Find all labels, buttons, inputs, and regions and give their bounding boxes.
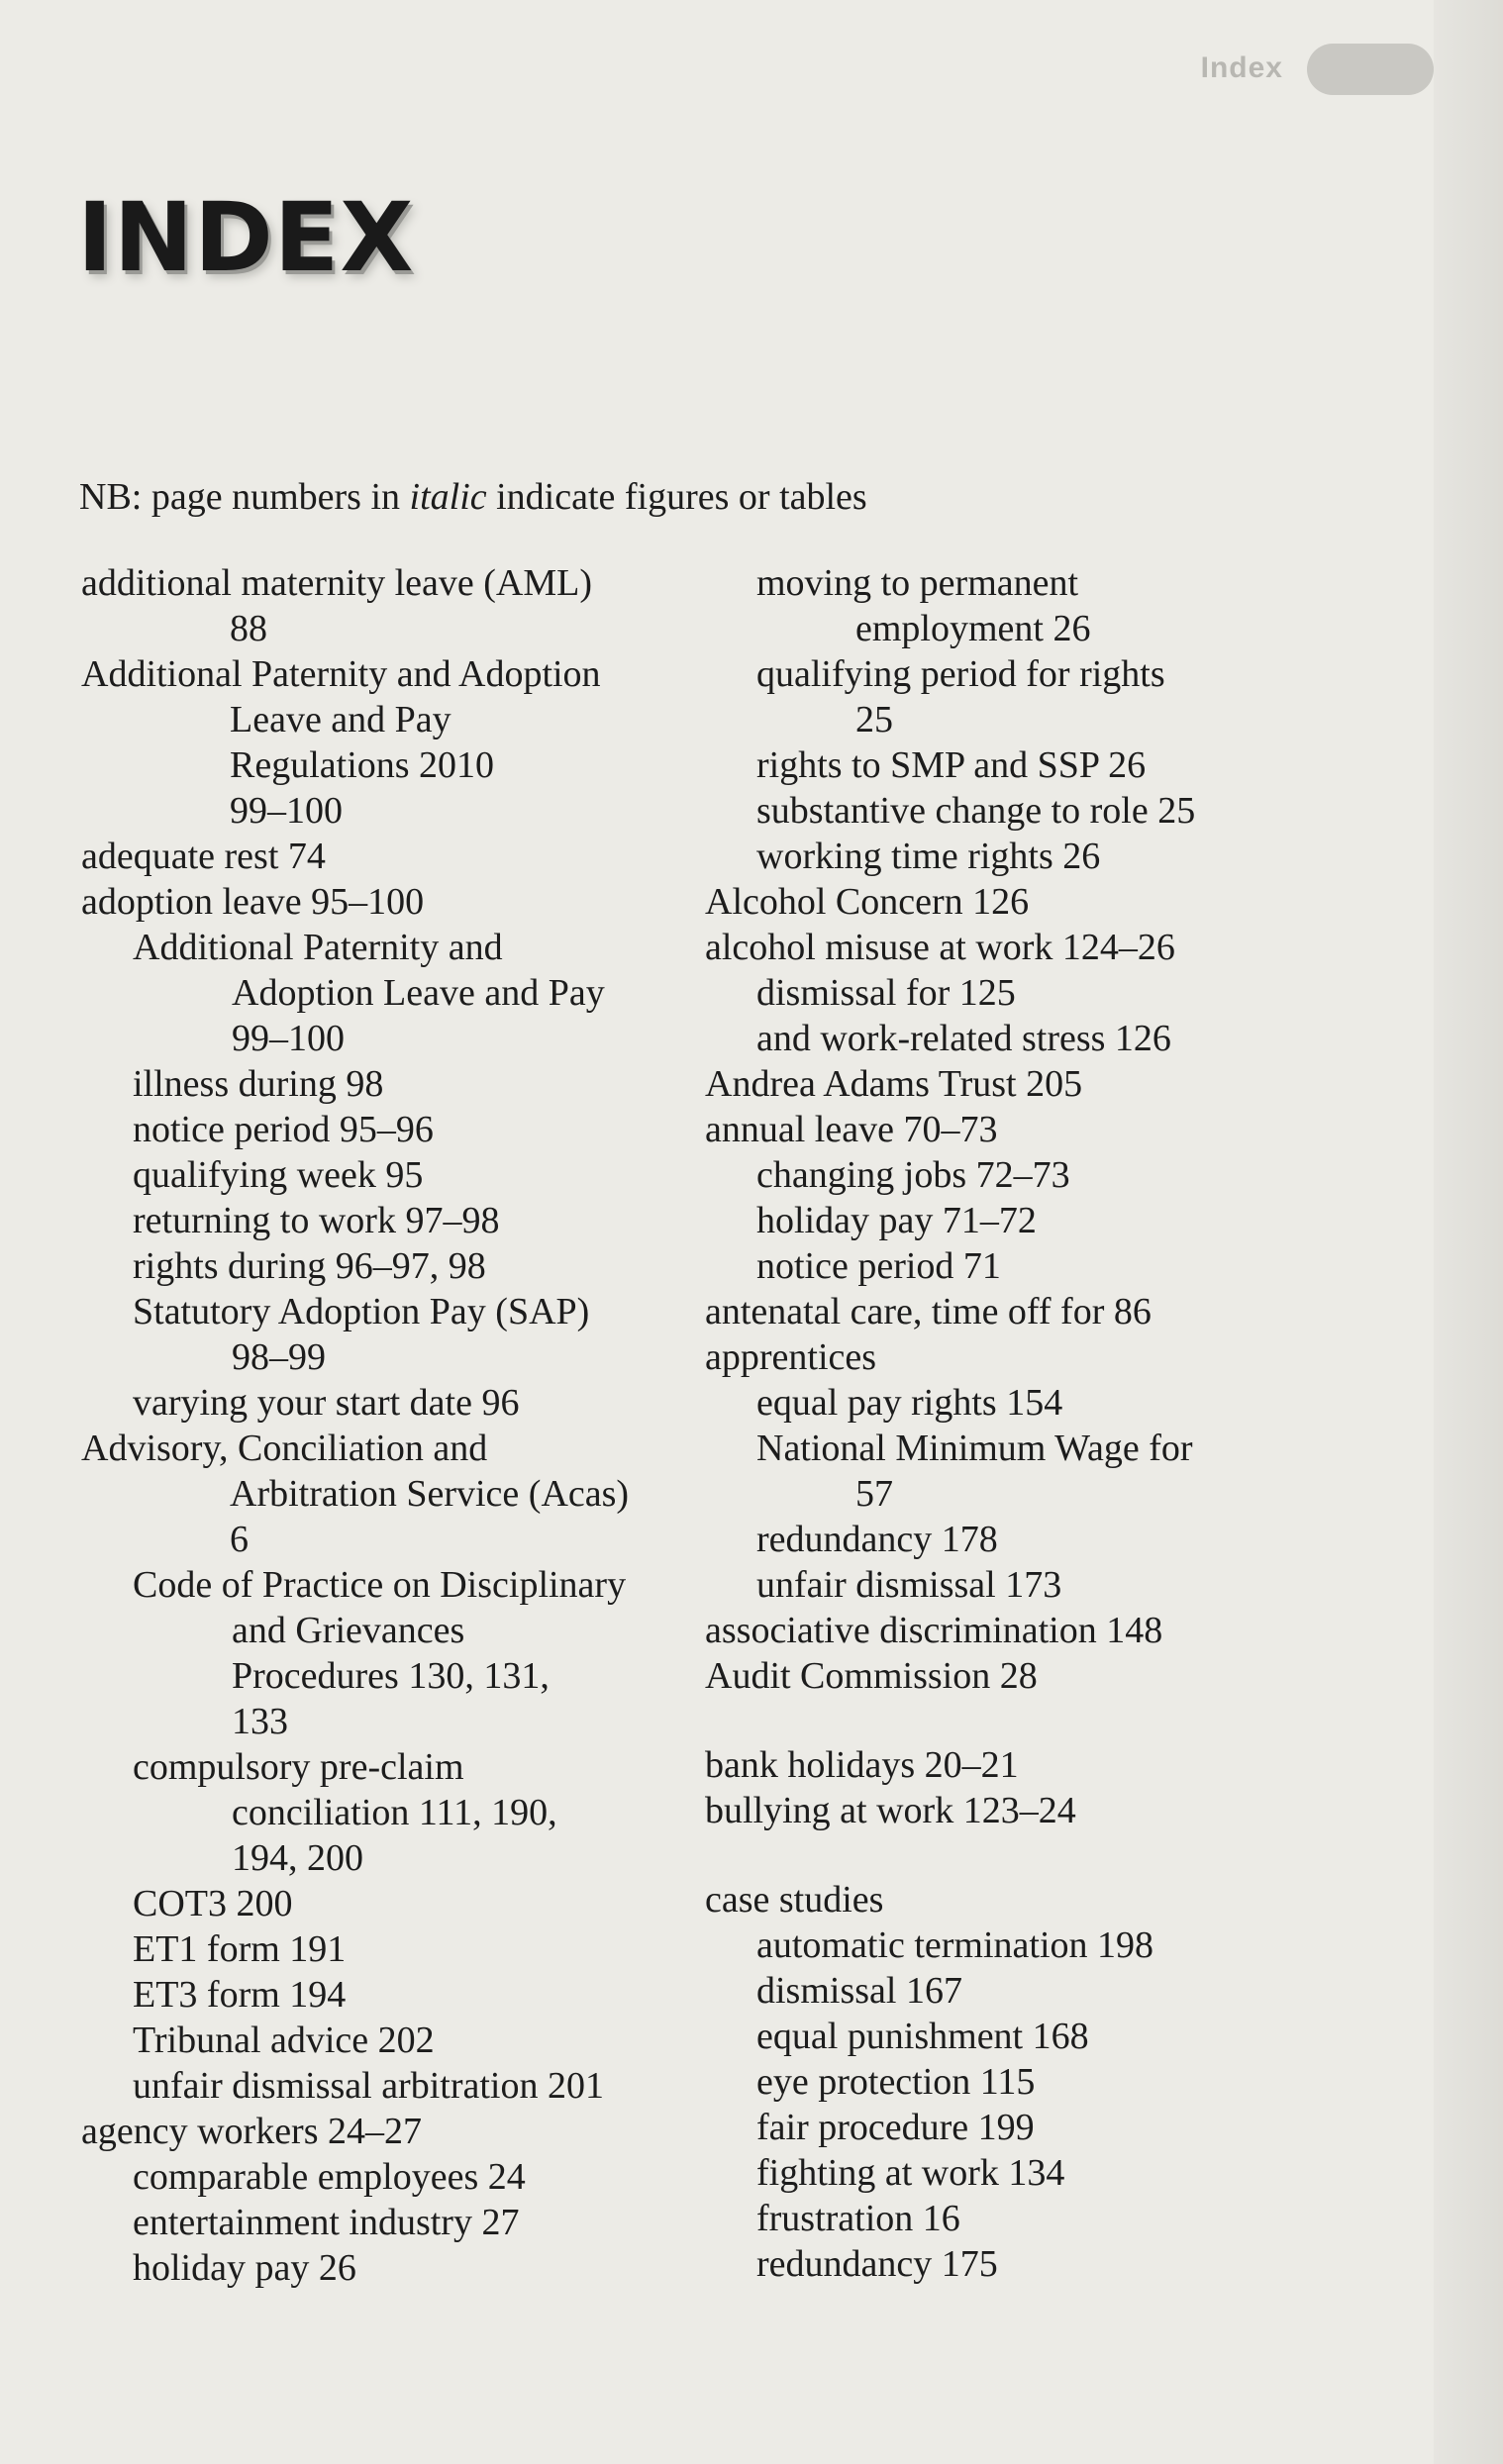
index-entry-line: 6 — [230, 1519, 249, 1560]
index-entry-line: 133 — [232, 1701, 288, 1742]
index-entry-line: automatic termination 198 — [756, 1924, 1154, 1966]
index-subentry — [705, 1380, 1358, 1426]
index-subentry — [81, 1926, 715, 1972]
index-entry-line: COT3 200 — [133, 1883, 293, 1924]
note-prefix: NB: page numbers in — [79, 476, 410, 518]
index-entry — [705, 1061, 1358, 1107]
index-entry — [705, 1107, 1358, 1152]
index-entry-line: fair procedure 199 — [756, 2107, 1035, 2148]
index-entry-line: eye protection 115 — [756, 2061, 1036, 2103]
index-entry-line: antenatal care, time off for 86 — [705, 1291, 1152, 1332]
index-entry-line: associative discrimination 148 — [705, 1610, 1163, 1651]
index-entry-line: and Grievances — [232, 1610, 465, 1651]
index-entry-line: changing jobs 72–73 — [756, 1154, 1070, 1196]
index-entry-line: conciliation 111, 190, — [232, 1792, 557, 1833]
index-entry-line: notice period 95–96 — [133, 1109, 434, 1150]
index-entry-line: varying your start date 96 — [133, 1382, 520, 1424]
index-column-left — [81, 560, 715, 2291]
index-subentry — [705, 2014, 1358, 2059]
index-entry — [81, 834, 715, 879]
index-entry-line: substantive change to role 25 — [756, 790, 1196, 832]
index-entry-line: compulsory pre-claim — [133, 1746, 464, 1788]
index-entry-line: adequate rest 74 — [81, 836, 326, 877]
index-entry-line: rights during 96–97, 98 — [133, 1245, 486, 1287]
index-subentry — [81, 925, 715, 1061]
index-note — [79, 475, 867, 521]
index-subentry — [81, 1061, 715, 1107]
index-subentry — [705, 2059, 1358, 2105]
index-entry-line: Alcohol Concern 126 — [705, 881, 1030, 923]
letter-gap — [705, 1699, 1358, 1742]
header-tab — [1307, 44, 1434, 95]
index-entry-line: ET1 form 191 — [133, 1928, 347, 1970]
index-entry — [81, 560, 715, 651]
index-entry — [705, 1742, 1358, 1788]
index-subentry — [705, 1517, 1358, 1562]
index-entry-line: moving to permanent — [756, 562, 1079, 604]
index-entry-line: dismissal 167 — [756, 1970, 962, 2012]
letter-gap — [705, 1833, 1358, 1877]
page-title: INDEX — [77, 182, 415, 293]
index-subentry — [705, 1198, 1358, 1243]
index-entry-line: fighting at work 134 — [756, 2152, 1065, 2194]
index-subentry — [81, 1243, 715, 1289]
index-entry — [705, 1334, 1358, 1380]
index-subentry — [81, 1744, 715, 1881]
index-subentry — [705, 1426, 1358, 1517]
index-entry-line: comparable employees 24 — [133, 2156, 526, 2198]
index-entry-line: holiday pay 71–72 — [756, 1200, 1037, 1241]
index-entry-line: 194, 200 — [232, 1837, 363, 1879]
index-entry-line: Advisory, Conciliation and — [81, 1428, 488, 1469]
index-entry-line: additional maternity leave (AML) — [81, 562, 592, 604]
index-entry-line: illness during 98 — [133, 1063, 384, 1105]
index-subentry — [705, 2196, 1358, 2241]
index-entry-line: Leave and Pay — [230, 699, 451, 740]
index-entry-line: dismissal for 125 — [756, 972, 1016, 1014]
index-subentry — [81, 1289, 715, 1380]
index-entry — [705, 1653, 1358, 1699]
index-column-right — [705, 560, 1358, 2287]
index-entry-line: entertainment industry 27 — [133, 2202, 520, 2243]
index-entry-line: holiday pay 26 — [133, 2247, 356, 2289]
index-entry-line: 57 — [855, 1473, 893, 1515]
index-subentry — [705, 1922, 1358, 1968]
index-subentry — [705, 2105, 1358, 2150]
index-entry-line: unfair dismissal arbitration 201 — [133, 2065, 604, 2107]
index-entry-line: frustration 16 — [756, 2198, 960, 2239]
page-edge — [1434, 0, 1503, 2464]
note-italic: italic — [409, 476, 487, 518]
index-subentry — [705, 1243, 1358, 1289]
index-subentry — [81, 2200, 715, 2245]
index-entry-line: Additional Paternity and — [133, 927, 503, 968]
index-subentry — [705, 1016, 1358, 1061]
index-subentry — [705, 1968, 1358, 2014]
index-entry-line: Regulations 2010 — [230, 744, 495, 786]
index-entry-line: adoption leave 95–100 — [81, 881, 425, 923]
index-subentry — [705, 1562, 1358, 1608]
index-subentry — [81, 1881, 715, 1926]
index-entry-line: qualifying period for rights — [756, 653, 1165, 695]
index-entry-line: National Minimum Wage for — [756, 1428, 1193, 1469]
index-entry-line: Tribunal advice 202 — [133, 2020, 435, 2061]
index-entry — [705, 879, 1358, 925]
index-entry-line: redundancy 175 — [756, 2243, 998, 2285]
index-entry-line: agency workers 24–27 — [81, 2111, 423, 2152]
index-entry — [705, 1608, 1358, 1653]
index-entry-line: 99–100 — [230, 790, 343, 832]
index-entry-line: bank holidays 20–21 — [705, 1744, 1019, 1786]
index-entry-line: rights to SMP and SSP 26 — [756, 744, 1147, 786]
index-subentry — [705, 2150, 1358, 2196]
index-entry — [81, 879, 715, 925]
index-subentry — [81, 1152, 715, 1198]
index-subentry — [81, 1198, 715, 1243]
index-entry-line: case studies — [705, 1879, 884, 1921]
index-subentry — [81, 2245, 715, 2291]
index-entry-line: 99–100 — [232, 1018, 345, 1059]
index-entry-line: redundancy 178 — [756, 1519, 998, 1560]
index-entry-line: Andrea Adams Trust 205 — [705, 1063, 1083, 1105]
index-subentry — [81, 1972, 715, 2018]
index-entry-line: bullying at work 123–24 — [705, 1790, 1076, 1831]
index-entry — [81, 651, 715, 834]
index-entry-line: Statutory Adoption Pay (SAP) — [133, 1291, 590, 1332]
index-subentry — [81, 2018, 715, 2063]
index-entry-line: equal punishment 168 — [756, 2016, 1089, 2057]
index-entry-line: Audit Commission 28 — [705, 1655, 1038, 1697]
index-entry-line: qualifying week 95 — [133, 1154, 424, 1196]
index-entry-line: Additional Paternity and Adoption — [81, 653, 601, 695]
index-entry-line: unfair dismissal 173 — [756, 1564, 1062, 1606]
index-entry-line: equal pay rights 154 — [756, 1382, 1063, 1424]
index-subentry — [705, 970, 1358, 1016]
note-suffix: indicate figures or tables — [486, 476, 867, 518]
index-subentry — [705, 1152, 1358, 1198]
index-entry-line: annual leave 70–73 — [705, 1109, 998, 1150]
index-subentry — [705, 651, 1358, 742]
index-entry-line: Adoption Leave and Pay — [232, 972, 605, 1014]
index-entry — [705, 925, 1358, 970]
index-entry-line: notice period 71 — [756, 1245, 1001, 1287]
index-entry-line: 98–99 — [232, 1336, 326, 1378]
index-subentry — [81, 2063, 715, 2109]
index-subentry — [705, 788, 1358, 834]
index-entry — [705, 1877, 1358, 1922]
index-subentry — [81, 1562, 715, 1744]
index-subentry — [705, 834, 1358, 879]
index-subentry — [705, 2241, 1358, 2287]
running-header: Index — [1200, 51, 1283, 84]
index-subentry — [705, 742, 1358, 788]
index-entry-line: alcohol misuse at work 124–26 — [705, 927, 1175, 968]
index-entry-line: working time rights 26 — [756, 836, 1101, 877]
index-entry-line: Arbitration Service (Acas) — [230, 1473, 630, 1515]
index-entry — [81, 1426, 715, 1562]
index-entry-line: Procedures 130, 131, — [232, 1655, 550, 1697]
index-entry — [705, 1788, 1358, 1833]
index-entry-line: apprentices — [705, 1336, 877, 1378]
index-entry-line: ET3 form 194 — [133, 1974, 347, 2016]
index-entry-line: returning to work 97–98 — [133, 1200, 500, 1241]
index-subentry — [705, 560, 1358, 651]
index-entry — [705, 1289, 1358, 1334]
index-subentry — [81, 1107, 715, 1152]
index-entry-line: employment 26 — [855, 608, 1091, 649]
index-entry-line: and work-related stress 126 — [756, 1018, 1171, 1059]
index-entry-line: 88 — [230, 608, 267, 649]
index-entry-line: 25 — [855, 699, 893, 740]
index-subentry — [81, 1380, 715, 1426]
index-entry-line: Code of Practice on Disciplinary — [133, 1564, 627, 1606]
index-subentry — [81, 2154, 715, 2200]
index-entry — [81, 2109, 715, 2154]
